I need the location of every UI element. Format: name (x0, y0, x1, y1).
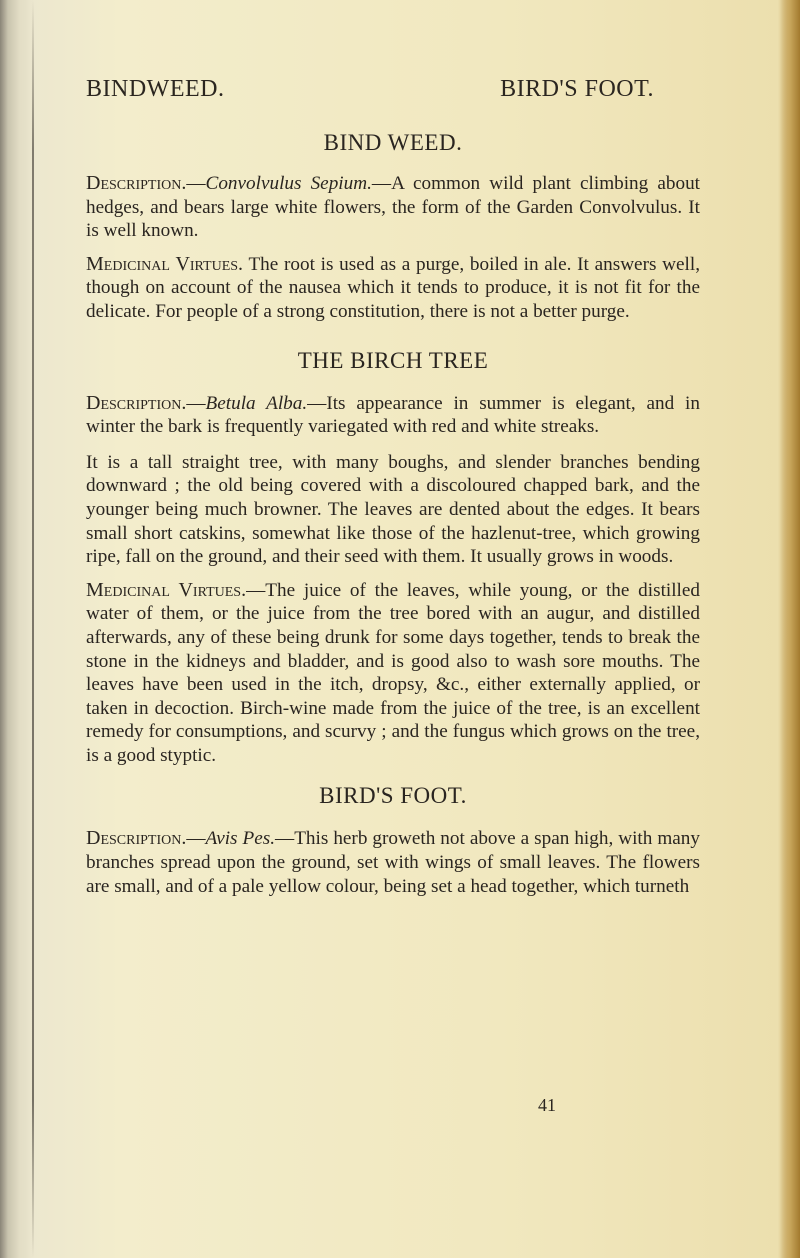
birch-body: It is a tall straight tree, with many boughs, and slender branches bending downward ; the old being covered with a discoloured chapped bark, and the younger being much browner. The leaves are dented about the edges. It bears small short catskins, somewhat like those of the hazlenut-tree, which growing ripe, fall on the ground, and their seed with them. It usually grows in woods. (86, 451, 700, 568)
section-heading-birch: THE BIRCH TREE (297, 347, 489, 373)
page-spine-shadow (0, 0, 34, 1258)
medicinal-label: Medicinal Virtues. (86, 578, 247, 601)
birch-medicinal-virtues (86, 579, 700, 768)
latin-name: Avis Pes. (205, 828, 276, 850)
running-head (86, 76, 654, 103)
dash: — (186, 828, 206, 850)
description-label: Description. (86, 391, 187, 414)
bindweed-description (86, 172, 700, 243)
running-head-left: BINDWEED. (86, 76, 225, 102)
section-heading-bindweed: BIND WEED. (323, 130, 463, 155)
latin-name: Convolvulus Sepium. (205, 173, 372, 194)
description-label: Description. (86, 172, 187, 194)
medicinal-text: —The juice of the leaves, while young, or the distilled water of them, or the juice from the tree bored with an augur, and distilled afterwards, any of these being drunk for some days together, tends to break the stone in the kidneys and bladder, and is good also to wash sore mouths. The leaves have been used in the itch, dropsy, &c., either externally applied, or taken in decoction. Birch-wine made from the juice of the tree, is an excellent remedy for consumptions, and scurvy ; and the fungus which grows on the tree, is a good styptic. (86, 579, 700, 766)
description-text: —This herb groweth not above a span high, with many branches spread upon the ground, set with wings of small leaves. The flowers are small, and of a pale yellow colour, being set a head together, which turneth (86, 828, 700, 897)
dash: — (186, 392, 206, 414)
page-right-edge (778, 0, 800, 1258)
birch-description (86, 392, 700, 439)
dash: — (186, 173, 206, 194)
description-text: —Its appearance in summer is elegant, and in winter the bark is frequently variegated with red and white streaks. (86, 392, 700, 438)
running-head-right: BIRD'S FOOT. (500, 76, 654, 102)
page-content (86, 130, 700, 898)
page-number: 41 (538, 1095, 556, 1115)
birds-foot-description (86, 827, 700, 898)
bindweed-medicinal-virtues (86, 253, 700, 324)
spine-edge-line (32, 0, 34, 1258)
section-heading-birds-foot: BIRD'S FOOT. (319, 783, 467, 809)
description-text: —A common wild plant climbing about hedges, and bears large white flowers, the form of the Garden Convolvulus. It is well known. (86, 173, 700, 242)
medicinal-text: The root is used as a purge, boiled in ale. It answers well, though on account of the nausea which it tends to produce, it is not fit for the delicate. For people of a strong constitution, there is not a better purge. (86, 253, 700, 322)
medicinal-label: Medicinal Virtues. (86, 252, 244, 275)
latin-name: Betula Alba. (205, 392, 308, 414)
description-label: Description. (86, 827, 187, 850)
